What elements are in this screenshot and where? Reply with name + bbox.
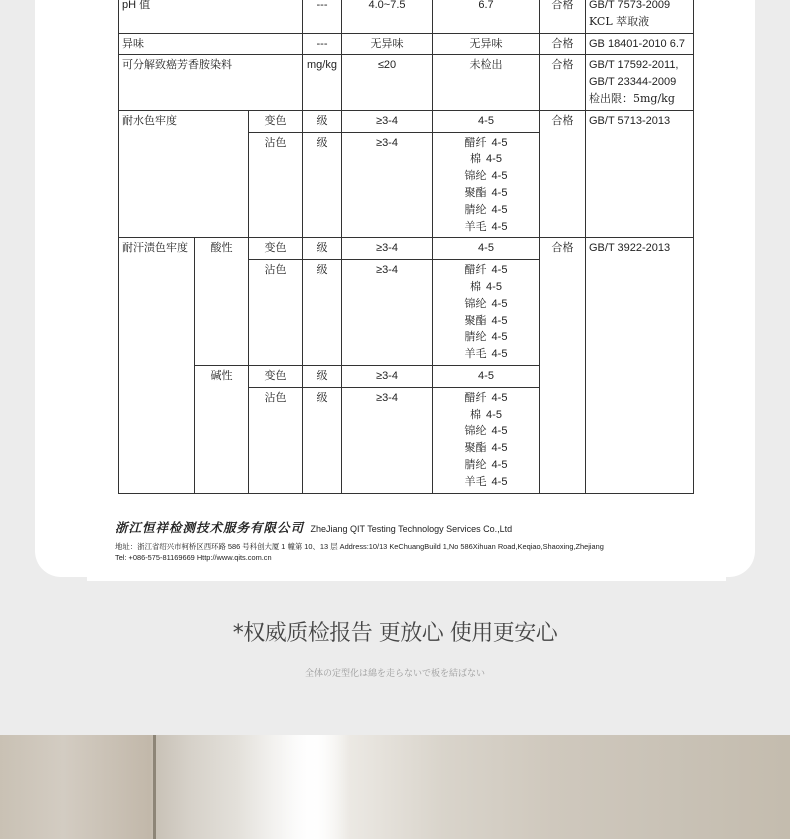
requirement-cell: ≥3-4 (342, 387, 433, 493)
fiber-name: 棉 (470, 279, 482, 293)
fiber-result-line (436, 329, 536, 346)
card-base-strip (87, 577, 726, 581)
fiber-result-line (436, 440, 536, 457)
verdict-cell: 合格 (540, 238, 586, 493)
fiber-result-line (436, 390, 536, 407)
fiber-grade: 4-5 (491, 136, 508, 149)
fiber-results-cell (433, 387, 540, 493)
fiber-results-cell (433, 260, 540, 366)
fiber-result-line (436, 407, 536, 424)
fiber-name: 棉 (470, 152, 482, 166)
fiber-result-line (436, 151, 536, 168)
fiber-grade: 4-5 (486, 280, 502, 293)
sub-item-cell: 沾色 (249, 132, 303, 238)
requirement-cell: 无异味 (342, 33, 433, 55)
fiber-result-line (436, 346, 536, 363)
fiber-grade: 4-5 (491, 186, 508, 199)
requirement-cell: ≥3-4 (342, 132, 433, 238)
result-cell: 4-5 (433, 238, 540, 260)
fiber-result-line (436, 219, 536, 236)
fiber-name: 腈纶 (464, 330, 487, 344)
verdict-cell: 合格 (540, 110, 586, 238)
method-cell (586, 55, 694, 110)
fiber-result-line (436, 202, 536, 219)
fiber-result-line (436, 279, 536, 296)
condition-cell: 碱性 (195, 365, 249, 493)
method-line: 检出限：5mg/kg (589, 91, 675, 105)
fiber-grade: 4-5 (491, 475, 508, 488)
photo-light-highlight (280, 735, 350, 839)
fiber-grade: 4-5 (491, 314, 508, 327)
fiber-name: 锦纶 (464, 169, 487, 183)
item-cell: 异味 (119, 33, 303, 55)
fiber-name: 锦纶 (464, 424, 487, 438)
unit-cell: --- (303, 0, 342, 33)
fiber-grade: 4-5 (491, 391, 508, 404)
fiber-result-line (436, 296, 536, 313)
company-address-block (115, 541, 715, 563)
unit-cell: mg/kg (303, 55, 342, 110)
fiber-name: 棉 (470, 407, 482, 421)
item-cell: 可分解致癌芳香胺染料 (119, 55, 303, 110)
item-cell: 耐汗渍色牢度 (119, 238, 195, 493)
sub-item-cell: 变色 (249, 238, 303, 260)
fiber-grade: 4-5 (491, 220, 508, 233)
fiber-name: 醋纤 (464, 390, 487, 404)
unit-cell: 级 (303, 365, 342, 387)
fiber-result-line (436, 457, 536, 474)
result-cell: 无异味 (433, 33, 540, 55)
table-row-sweat-acid-change (119, 238, 694, 260)
fiber-grade: 4-5 (491, 297, 508, 310)
unit-cell: 级 (303, 110, 342, 132)
unit-cell: 级 (303, 387, 342, 493)
method-cell: GB/T 5713-2013 (586, 110, 694, 238)
method-line: KCL 萃取液 (589, 14, 650, 28)
requirement-cell: ≥3-4 (342, 365, 433, 387)
photo-fabric-edge (153, 735, 156, 839)
fiber-name: 聚酯 (464, 185, 487, 199)
requirement-cell: ≥3-4 (342, 110, 433, 132)
fiber-grade: 4-5 (491, 425, 508, 438)
fiber-results-cell (433, 132, 540, 238)
fiber-name: 羊毛 (464, 347, 487, 361)
requirement-cell: ≥3-4 (342, 238, 433, 260)
fiber-result-line (436, 474, 536, 491)
company-name-cn: 浙江恒祥检测技术服务有限公司 (115, 520, 305, 535)
fiber-result-line (436, 313, 536, 330)
method-cell (586, 0, 694, 33)
result-cell: 未检出 (433, 55, 540, 110)
company-address: 地址：浙江省绍兴市柯桥区西环路 586 号科创大厦 1 幢第 10、13 层 Address:10/13 KeChuangBuild 1,No 586Xihuan Road,Keqiao,Shaoxing,Zhejiang (115, 542, 604, 551)
fiber-grade: 4-5 (491, 264, 508, 277)
fiber-name: 羊毛 (464, 219, 487, 233)
result-cell: 4-5 (433, 110, 540, 132)
fiber-grade: 4-5 (491, 170, 508, 183)
fiber-name: 醋纤 (464, 135, 487, 149)
fiber-result-line (436, 423, 536, 440)
fiber-name: 醋纤 (464, 263, 487, 277)
requirement-cell: ≤20 (342, 55, 433, 110)
method-cell: GB 18401-2010 6.7 (586, 33, 694, 55)
unit-cell: --- (303, 33, 342, 55)
fiber-name: 聚酯 (464, 441, 487, 455)
fiber-result-line (436, 135, 536, 152)
fiber-name: 锦纶 (464, 296, 487, 310)
fiber-grade: 4-5 (491, 348, 508, 361)
company-name-en: ZheJiang QIT Testing Technology Services Co.,Ltd (310, 524, 513, 534)
verdict-cell: 合格 (540, 55, 586, 110)
fiber-grade: 4-5 (491, 458, 508, 471)
fiber-grade: 4-5 (491, 203, 508, 216)
sub-item-cell: 变色 (249, 110, 303, 132)
sub-item-cell: 沾色 (249, 387, 303, 493)
method-line: GB/T 17592-2011, (589, 59, 679, 72)
table-row-water-change (119, 110, 694, 132)
sub-item-cell: 沾色 (249, 260, 303, 366)
fiber-name: 腈纶 (464, 202, 487, 216)
product-photo (0, 735, 790, 839)
fiber-name: 腈纶 (464, 457, 487, 471)
fiber-result-line (436, 168, 536, 185)
requirement-cell: ≥3-4 (342, 260, 433, 366)
fiber-grade: 4-5 (491, 442, 508, 455)
table-row-odor (119, 33, 694, 55)
sub-item-cell: 变色 (249, 365, 303, 387)
fiber-result-line (436, 185, 536, 202)
fiber-name: 聚酯 (464, 313, 487, 327)
result-cell: 4-5 (433, 365, 540, 387)
requirement-cell: 4.0~7.5 (342, 0, 433, 33)
fiber-result-line (436, 262, 536, 279)
test-report-table (118, 0, 694, 494)
table-row-azo (119, 55, 694, 110)
fiber-grade: 4-5 (486, 408, 502, 421)
fiber-name: 羊毛 (464, 474, 487, 488)
promo-headline: *权威质检报告 更放心 使用更安心 (232, 621, 558, 646)
method-line: GB/T 7573-2009 (589, 0, 671, 11)
unit-cell: 级 (303, 260, 342, 366)
method-cell: GB/T 3922-2013 (586, 238, 694, 493)
method-line: GB/T 23344-2009 (589, 76, 677, 89)
promo-subline: 全体の定型化は綿を走らないで板を結ばない (304, 669, 485, 679)
company-contact: Tel: +086-575-81169669 Http://www.qits.com.cn (115, 553, 272, 562)
condition-cell: 酸性 (195, 238, 249, 366)
item-cell: pH 值 (119, 0, 303, 33)
unit-cell: 级 (303, 132, 342, 238)
company-line (115, 518, 715, 536)
verdict-cell: 合格 (540, 0, 586, 33)
fiber-grade: 4-5 (486, 153, 502, 166)
report-footer (115, 518, 715, 563)
result-cell: 6.7 (433, 0, 540, 33)
unit-cell: 级 (303, 238, 342, 260)
fiber-grade: 4-5 (491, 331, 508, 344)
item-cell: 耐水色牢度 (119, 110, 249, 238)
verdict-cell: 合格 (540, 33, 586, 55)
table-row-ph (119, 0, 694, 33)
